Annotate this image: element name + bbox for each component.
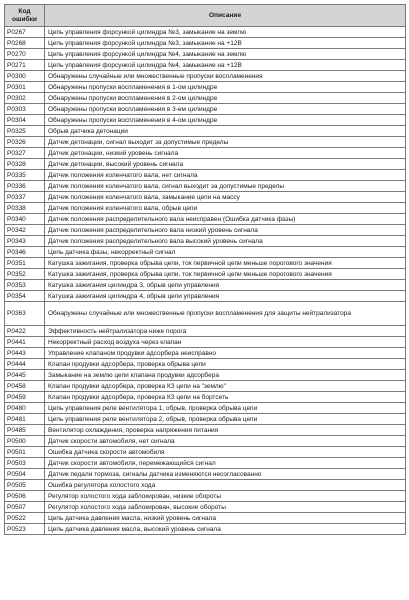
table-row xyxy=(5,436,406,447)
error-code-cell: P0523 xyxy=(5,524,45,535)
error-code-cell: P0353 xyxy=(5,280,45,291)
error-code-cell: P0503 xyxy=(5,458,45,469)
description-cell: Цепь управления реле вентилятора 1, обрыв, проверка обрыва цепи xyxy=(45,403,406,414)
table-row xyxy=(5,49,406,60)
table-row xyxy=(5,359,406,370)
description-cell: Датчик положения распределительного вала неисправен (Ошибка датчика фазы) xyxy=(45,214,406,225)
description-cell: Ошибка регулятора холостого хода xyxy=(45,480,406,491)
description-cell: Датчик положения коленчатого вала, сигнал выходит за допустимые пределы xyxy=(45,181,406,192)
description-cell: Цепь датчика фазы, некорректный сигнал xyxy=(45,247,406,258)
table-row xyxy=(5,203,406,214)
error-code-cell: P0270 xyxy=(5,49,45,60)
error-code-cell: P0363 xyxy=(5,302,45,326)
description-cell: Датчик положения коленчатого вала, замыкание цепи на массу xyxy=(45,192,406,203)
error-code-cell: P0346 xyxy=(5,247,45,258)
error-code-cell: P0504 xyxy=(5,469,45,480)
error-code-cell: P0268 xyxy=(5,38,45,49)
table-row xyxy=(5,258,406,269)
description-cell: Датчик положения распределительного вала высокий уровень сигнала xyxy=(45,236,406,247)
error-code-cell: P0340 xyxy=(5,214,45,225)
table-row xyxy=(5,181,406,192)
description-cell: Вентилятор охлаждения, проверка напряжения питания xyxy=(45,425,406,436)
table-row xyxy=(5,458,406,469)
table-row xyxy=(5,137,406,148)
table-row xyxy=(5,148,406,159)
description-cell: Обнаружены пропуски воспламенения в 1-ом цилиндре xyxy=(45,82,406,93)
error-code-cell: P0336 xyxy=(5,181,45,192)
table-row xyxy=(5,115,406,126)
table-row xyxy=(5,60,406,71)
error-code-cell: P0303 xyxy=(5,104,45,115)
error-codes-table xyxy=(4,4,406,535)
table-row xyxy=(5,392,406,403)
table-row xyxy=(5,170,406,181)
error-code-cell: P0304 xyxy=(5,115,45,126)
error-code-cell: P0335 xyxy=(5,170,45,181)
description-cell: Управление клапаном продувки адсорбера неисправно xyxy=(45,348,406,359)
description-cell: Цепь датчика давления масла, высокий уровень сигнала xyxy=(45,524,406,535)
description-cell: Обнаружены случайные или множественные пропуски воспламенения xyxy=(45,71,406,82)
table-row xyxy=(5,370,406,381)
description-cell: Клапан продувки адсорбера, проверка КЗ цепи на "землю" xyxy=(45,381,406,392)
table-row xyxy=(5,469,406,480)
error-code-cell: P0338 xyxy=(5,203,45,214)
header-code: Код ошибки xyxy=(5,5,45,27)
table-row xyxy=(5,93,406,104)
error-code-cell: P0444 xyxy=(5,359,45,370)
table-row xyxy=(5,337,406,348)
table-body xyxy=(5,27,406,535)
error-code-cell: P0505 xyxy=(5,480,45,491)
description-cell: Датчик положения распределительного вала низкий уровень сигнала xyxy=(45,225,406,236)
error-code-cell: P0351 xyxy=(5,258,45,269)
error-code-cell: P0506 xyxy=(5,491,45,502)
error-codes-document xyxy=(4,4,405,535)
description-cell: Датчик положения коленчатого вала, нет сигнала xyxy=(45,170,406,181)
description-cell: Цепь управления форсункой цилиндра №3, замыкание на землю xyxy=(45,27,406,38)
error-code-cell: P0485 xyxy=(5,425,45,436)
error-code-cell: P0300 xyxy=(5,71,45,82)
description-cell: Эффективность нейтрализатора ниже порога xyxy=(45,326,406,337)
description-cell: Регулятор холостого хода заблокирован, высокие обороты xyxy=(45,502,406,513)
description-cell: Катушка зажигания, проверка обрыва цепи, ток первичной цепи меньше порогового значения xyxy=(45,258,406,269)
table-row xyxy=(5,214,406,225)
table-row xyxy=(5,447,406,458)
description-cell: Клапан продувки адсорбера, проверка КЗ цепи на бортсеть xyxy=(45,392,406,403)
description-cell: Цепь управления форсункой цилиндра №4, замыкание на +12В xyxy=(45,60,406,71)
error-code-cell: P0354 xyxy=(5,291,45,302)
description-cell: Датчик педали тормоза, сигналы датчика изменяются несогласованно xyxy=(45,469,406,480)
table-row xyxy=(5,403,406,414)
description-cell: Обрыв датчика детонации xyxy=(45,126,406,137)
error-code-cell: P0301 xyxy=(5,82,45,93)
error-code-cell: P0422 xyxy=(5,326,45,337)
error-code-cell: P0327 xyxy=(5,148,45,159)
table-row xyxy=(5,524,406,535)
table-row xyxy=(5,159,406,170)
error-code-cell: P0445 xyxy=(5,370,45,381)
description-cell: Датчик скорости автомобиля, нет сигнала xyxy=(45,436,406,447)
table-row xyxy=(5,513,406,524)
header-description: Описание xyxy=(45,5,406,27)
table-row xyxy=(5,126,406,137)
description-cell: Обнаружены пропуски воспламенения в 3-ем цилиндре xyxy=(45,104,406,115)
error-code-cell: P0302 xyxy=(5,93,45,104)
description-cell: Цепь управления реле вентилятора 2, обрыв, проверка обрыва цепи xyxy=(45,414,406,425)
table-row xyxy=(5,491,406,502)
error-code-cell: P0328 xyxy=(5,159,45,170)
description-cell: Датчик положения коленчатого вала, обрыв цепи xyxy=(45,203,406,214)
description-cell: Катушка зажигания, проверка обрыва цепи, ток первичной цепи меньше порогового значения xyxy=(45,269,406,280)
description-cell: Катушка зажигания цилиндра 4, обрыв цепи управления xyxy=(45,291,406,302)
description-cell: Замыкание на землю цепи клапана продувки адсорбера xyxy=(45,370,406,381)
table-row xyxy=(5,291,406,302)
table-row xyxy=(5,38,406,49)
description-cell: Датчик детонации, низкий уровень сигнала xyxy=(45,148,406,159)
description-cell: Цепь датчика давления масла, низкий уровень сигнала xyxy=(45,513,406,524)
table-row xyxy=(5,247,406,258)
error-code-cell: P0522 xyxy=(5,513,45,524)
table-header xyxy=(5,5,406,27)
table-row xyxy=(5,425,406,436)
error-code-cell: P0480 xyxy=(5,403,45,414)
table-row xyxy=(5,414,406,425)
table-row xyxy=(5,27,406,38)
error-code-cell: P0459 xyxy=(5,392,45,403)
error-code-cell: P0326 xyxy=(5,137,45,148)
table-row xyxy=(5,326,406,337)
table-row xyxy=(5,502,406,513)
description-cell: Датчик детонации, сигнал выходит за допустимые пределы xyxy=(45,137,406,148)
table-row xyxy=(5,104,406,115)
error-code-cell: P0267 xyxy=(5,27,45,38)
description-cell: Обнаружены случайные или множественные пропуски воспламенения для защиты нейтрализатора xyxy=(45,302,406,326)
description-cell: Цепь управления форсункой цилиндра №4, замыкание на землю xyxy=(45,49,406,60)
table-row xyxy=(5,348,406,359)
error-code-cell: P0325 xyxy=(5,126,45,137)
description-cell: Обнаружены пропуски воспламенения в 4-ом цилиндре xyxy=(45,115,406,126)
table-row xyxy=(5,302,406,326)
table-row xyxy=(5,381,406,392)
error-code-cell: P0337 xyxy=(5,192,45,203)
error-code-cell: P0501 xyxy=(5,447,45,458)
error-code-cell: P0500 xyxy=(5,436,45,447)
error-code-cell: P0507 xyxy=(5,502,45,513)
header-row xyxy=(5,5,406,27)
description-cell: Обнаружены пропуски воспламенения в 2-ом цилиндре xyxy=(45,93,406,104)
table-row xyxy=(5,269,406,280)
description-cell: Цепь управления форсункой цилиндра №3, замыкание на +12В xyxy=(45,38,406,49)
description-cell: Ошибка датчика скорости автомобиля xyxy=(45,447,406,458)
table-row xyxy=(5,71,406,82)
table-row xyxy=(5,192,406,203)
error-code-cell: P0443 xyxy=(5,348,45,359)
table-row xyxy=(5,236,406,247)
description-cell: Некорректный расход воздуха через клапан xyxy=(45,337,406,348)
description-cell: Клапан продувки адсорбера, проверка обрыва цепи xyxy=(45,359,406,370)
error-code-cell: P0352 xyxy=(5,269,45,280)
error-code-cell: P0271 xyxy=(5,60,45,71)
table-row xyxy=(5,480,406,491)
error-code-cell: P0343 xyxy=(5,236,45,247)
error-code-cell: P0458 xyxy=(5,381,45,392)
error-code-cell: P0441 xyxy=(5,337,45,348)
description-cell: Регулятор холостого хода заблокирован, низкие обороты xyxy=(45,491,406,502)
table-row xyxy=(5,280,406,291)
description-cell: Датчик скорости автомобиля, перемежающийся сигнал xyxy=(45,458,406,469)
description-cell: Датчик детонации, высокий уровень сигнала xyxy=(45,159,406,170)
table-row xyxy=(5,82,406,93)
error-code-cell: P0342 xyxy=(5,225,45,236)
description-cell: Катушка зажигания цилиндра 3, обрыв цепи управления xyxy=(45,280,406,291)
table-row xyxy=(5,225,406,236)
error-code-cell: P0481 xyxy=(5,414,45,425)
